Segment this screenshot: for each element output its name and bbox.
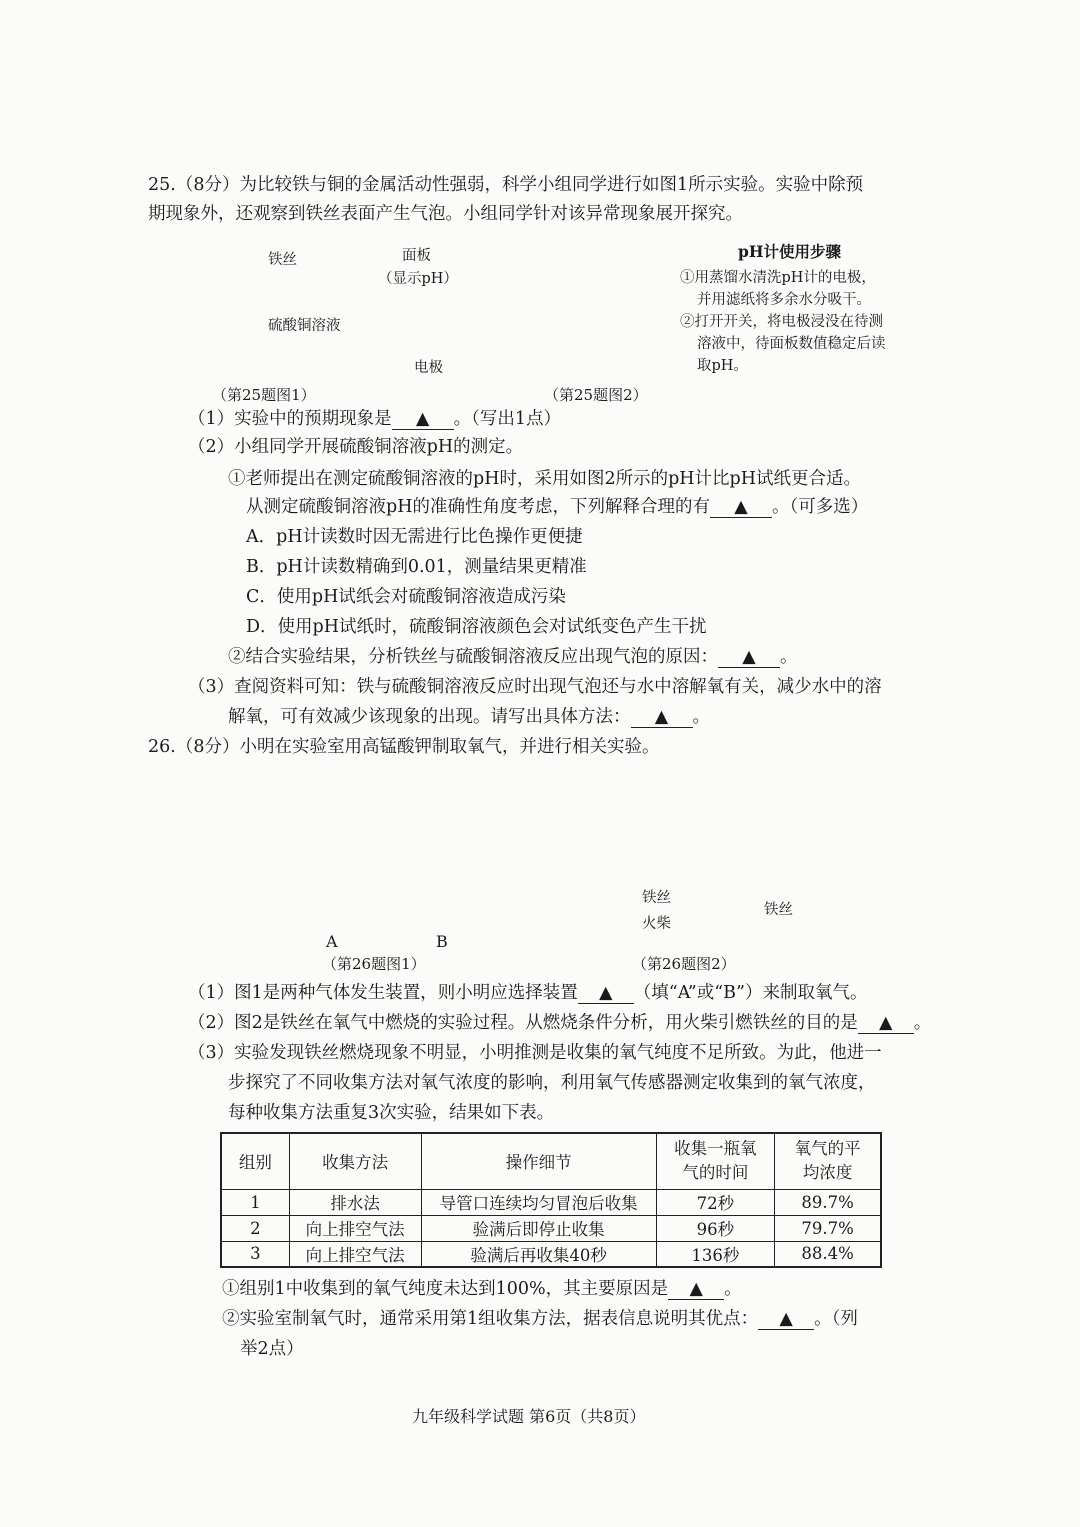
oxygen-results-table: [220, 1132, 882, 1268]
q25-part2-2: ②结合实验结果，分析铁丝与硫酸铜溶液反应出现气泡的原因： ▲ 。: [228, 647, 798, 667]
label-match: 火柴: [642, 916, 671, 932]
cell-operation: 验满后即停止收集: [421, 1215, 656, 1241]
cell-operation: 验满后再收集40秒: [421, 1241, 656, 1267]
answer-blank[interactable]: ▲: [392, 409, 454, 430]
answer-blank[interactable]: ▲: [758, 1309, 814, 1330]
table-row: [221, 1241, 881, 1267]
cell-time: 96秒: [656, 1215, 775, 1241]
step2-line1: ②打开开关，将电极浸没在待测: [680, 314, 883, 330]
table-row: [221, 1189, 881, 1215]
answer-blank[interactable]: ▲: [710, 497, 772, 518]
q25-intro-line2: 期现象外，还观察到铁丝表面产生气泡。小组同学针对该异常现象展开探究。: [148, 204, 743, 224]
label-panel: 面板: [402, 248, 431, 264]
step1-line1: ①用蒸馏水清洗pH计的电极，: [680, 270, 876, 286]
cell-concentration: 89.7%: [775, 1189, 881, 1215]
q26-part3-1: ①组别1中收集到的氧气纯度未达到100%，其主要原因是 ▲ 。: [222, 1279, 742, 1299]
cell-concentration: 79.7%: [775, 1215, 881, 1241]
q25-intro-line1: 25.（8分）为比较铁与铜的金属活动性强弱，科学小组同学进行如图1所示实验。实验中除预: [148, 175, 864, 195]
q26-part3-line2: 步探究了不同收集方法对氧气浓度的影响，利用氧气传感器测定收集到的氧气浓度，: [228, 1073, 876, 1093]
answer-blank[interactable]: ▲: [631, 707, 693, 728]
q25-fig1-caption: （第25题图1）: [212, 386, 316, 404]
answer-blank[interactable]: ▲: [858, 1013, 914, 1034]
q25-part3-line1: （3）查阅资料可知：铁与硫酸铜溶液反应时出现气泡还与水中溶解氧有关，减少水中的溶: [188, 677, 882, 697]
cell-time: 136秒: [656, 1241, 775, 1267]
answer-blank[interactable]: ▲: [668, 1279, 724, 1300]
table-row: [221, 1215, 881, 1241]
q26-part1: （1）图1是两种气体发生装置，则小明应选择装置 ▲ （填“A”或“B”）来制取氧气。: [188, 983, 868, 1003]
label-iron-wire-right: 铁丝: [764, 902, 793, 918]
q26-part3-line3: 每种收集方法重复3次实验，结果如下表。: [228, 1103, 555, 1123]
label-copper-sulfate-solution: 硫酸铜溶液: [268, 318, 341, 334]
q25-part2-1-line1: ①老师提出在测定硫酸铜溶液的pH时，采用如图2所示的pH计比pH试纸更合适。: [228, 469, 862, 489]
header-operation: 操作细节: [421, 1133, 656, 1189]
page-footer: 九年级科学试题 第6页（共8页）: [412, 1407, 646, 1426]
q25-part3-line2: 解氧，可有效减少该现象的出现。请写出具体方法： ▲ 。: [228, 707, 710, 727]
option-c: C．使用pH试纸会对硫酸铜溶液造成污染: [246, 587, 566, 607]
cell-method: 排水法: [289, 1189, 421, 1215]
ph-meter-brand-text: SKOEJO: [572, 271, 628, 286]
label-apparatus-a: A: [326, 932, 338, 951]
table-header-row: [221, 1133, 881, 1189]
cell-operation: 导管口连续均匀冒泡后收集: [421, 1189, 656, 1215]
q25-fig2-caption: （第25题图2）: [544, 386, 648, 404]
header-method: 收集方法: [289, 1133, 421, 1189]
step1-line2: 并用滤纸将多余水分吸干。: [697, 292, 871, 308]
q25-part2: （2）小组同学开展硫酸铜溶液pH的测定。: [188, 437, 524, 457]
steps-title: pH计使用步骤: [738, 242, 841, 261]
option-a: A．pH计读数时因无需进行比色操作更便捷: [246, 527, 583, 547]
cell-concentration: 88.4%: [775, 1241, 881, 1267]
answer-blank[interactable]: ▲: [578, 983, 634, 1004]
q26-part3-line1: （3）实验发现铁丝燃烧现象不明显，小明推测是收集的氧气纯度不足所致。为此，他进一: [188, 1043, 882, 1063]
label-apparatus-b: B: [436, 932, 448, 951]
q26-part3-2-line2: 举2点）: [240, 1339, 304, 1359]
ph-meter-reading: 4.00: [573, 299, 627, 324]
q26-part3-2: ②实验室制氧气时，通常采用第1组收集方法，据表信息说明其优点： ▲ 。（列: [222, 1309, 858, 1329]
cell-method: 向上排空气法: [289, 1241, 421, 1267]
label-electrode: 电极: [414, 360, 443, 376]
q26-part2: （2）图2是铁丝在氧气中燃烧的实验过程。从燃烧条件分析，用火柴引燃铁丝的目的是 ▲ 。: [188, 1013, 932, 1033]
q26-intro: 26.（8分）小明在实验室用高锰酸钾制取氧气，并进行相关实验。: [148, 737, 660, 757]
step2-line2: 溶液中，待面板数值稳定后读: [697, 336, 886, 352]
cell-group: 3: [221, 1241, 289, 1267]
option-d: D．使用pH试纸时，硫酸铜溶液颜色会对试纸变色产生干扰: [246, 617, 707, 637]
answer-blank[interactable]: ▲: [718, 647, 780, 668]
label-iron-wire: 铁丝: [268, 252, 297, 268]
label-panel-sub: （显示pH）: [378, 271, 458, 287]
cell-group: 2: [221, 1215, 289, 1241]
q25-part2-1-line2: 从测定硫酸铜溶液pH的准确性角度考虑，下列解释合理的有 ▲ 。（可多选）: [246, 497, 869, 517]
q26-fig1-caption: （第26题图1）: [322, 955, 426, 973]
q26-fig2-caption: （第26题图2）: [632, 955, 736, 973]
label-iron-wire-left: 铁丝: [642, 890, 671, 906]
header-concentration: 氧气的平 均浓度: [775, 1133, 881, 1189]
step2-line3: 取pH。: [697, 358, 748, 374]
option-b: B．pH计读数精确到0.01，测量结果更精准: [246, 557, 587, 577]
cell-time: 72秒: [656, 1189, 775, 1215]
cell-method: 向上排空气法: [289, 1215, 421, 1241]
header-time: 收集一瓶氧 气的时间: [656, 1133, 775, 1189]
cell-group: 1: [221, 1189, 289, 1215]
header-group: 组别: [221, 1133, 289, 1189]
q25-part1: （1）实验中的预期现象是 ▲ 。（写出1点）: [188, 409, 562, 429]
